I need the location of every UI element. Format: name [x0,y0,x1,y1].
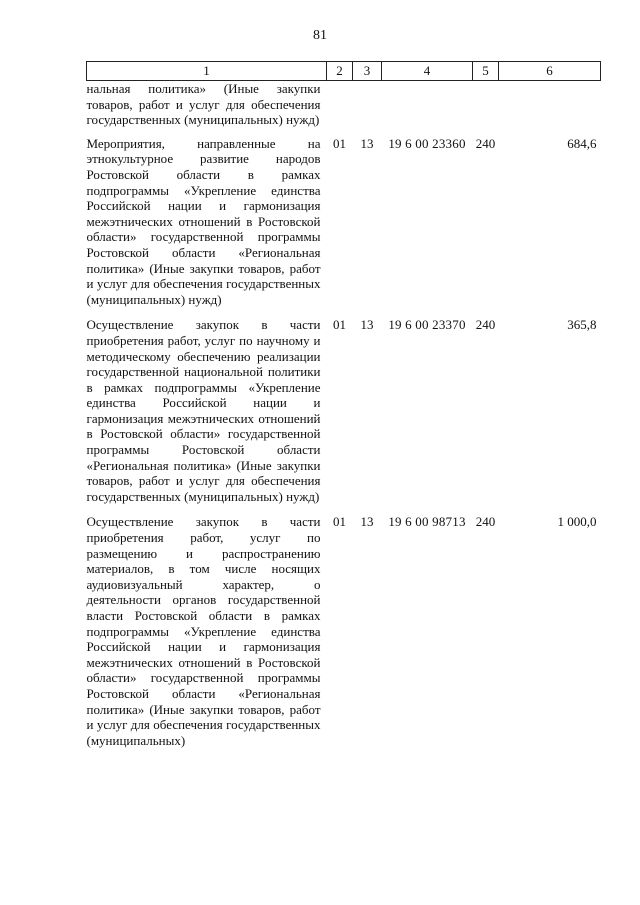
row-expense-type: 240 [475,135,496,151]
row-amount: 684,6 [567,135,597,151]
row-target-article: 19 6 00 98713 [388,514,466,530]
column-header-5: 5 [473,62,499,81]
column-header-1: 1 [87,62,327,81]
table-row [87,514,601,748]
row-description: Осуществление закупок в части приобретения работ, услуг по размещению и распространению материалов, в том числе носящих аудиовизуальный характер, о деятельности органов государственной власти Ростовской области в рамках подпрограммы «Укрепление единства Российской нации и гармонизация межэтнических отношений в Ростовской области» государственной программы Ростовской области «Региональная политика» (Иные закупки товаров, работ и услуг для обеспечения государственных (муниципальных) [86,514,321,748]
table-row [87,136,601,318]
budget-table [86,61,601,748]
column-header-6: 6 [499,62,601,81]
row-subsection: 13 [360,514,374,530]
row-target-article: 19 6 00 23370 [388,317,466,333]
row-section: 01 [333,317,346,333]
row-description: Осуществление закупок в части приобретения работ, услуг по научному и методическому обеспечению реализации государственной национальной политики в рамках подпрограммы «Укрепление единства Российской нации и гармонизация межэтнических отношений в Ростовской области» государственной программы Ростовской области «Региональная политика» (Иные закупки товаров, работ и услуг для обеспечения государственных (муниципальных) нужд) [86,317,321,504]
row-target-article: 19 6 00 23360 [388,135,466,151]
row-expense-type: 240 [475,317,496,333]
table-header [87,62,601,81]
table-row-continued [87,81,601,136]
column-header-4: 4 [382,62,473,81]
row-section: 01 [333,514,346,530]
row-description: Мероприятия, направленные на этнокультурное развитие народов Ростовской области в рамках подпрограммы «Укрепление единства Российской нации и гармонизация межэтнических отношений в Ростовской области» государственной программы Ростовской области «Региональная политика» (Иные закупки товаров, работ и услуг для обеспечения государственных (муниципальных) нужд) [86,135,321,307]
header-row [87,62,601,81]
row-subsection: 13 [360,135,374,151]
row-subsection: 13 [360,317,374,333]
row-amount: 365,8 [567,317,597,333]
row-expense-type: 240 [475,514,496,530]
page-number: 81 [313,28,327,43]
row-amount: 1 000,0 [557,514,597,530]
table-row [87,317,601,514]
column-header-2: 2 [327,62,353,81]
row-section: 01 [333,135,346,151]
continued-description: нальная политика» (Иные закупки товаров, работ и услуг для обеспечения государственных (муниципальных) нужд) [86,81,321,128]
column-header-3: 3 [353,62,382,81]
